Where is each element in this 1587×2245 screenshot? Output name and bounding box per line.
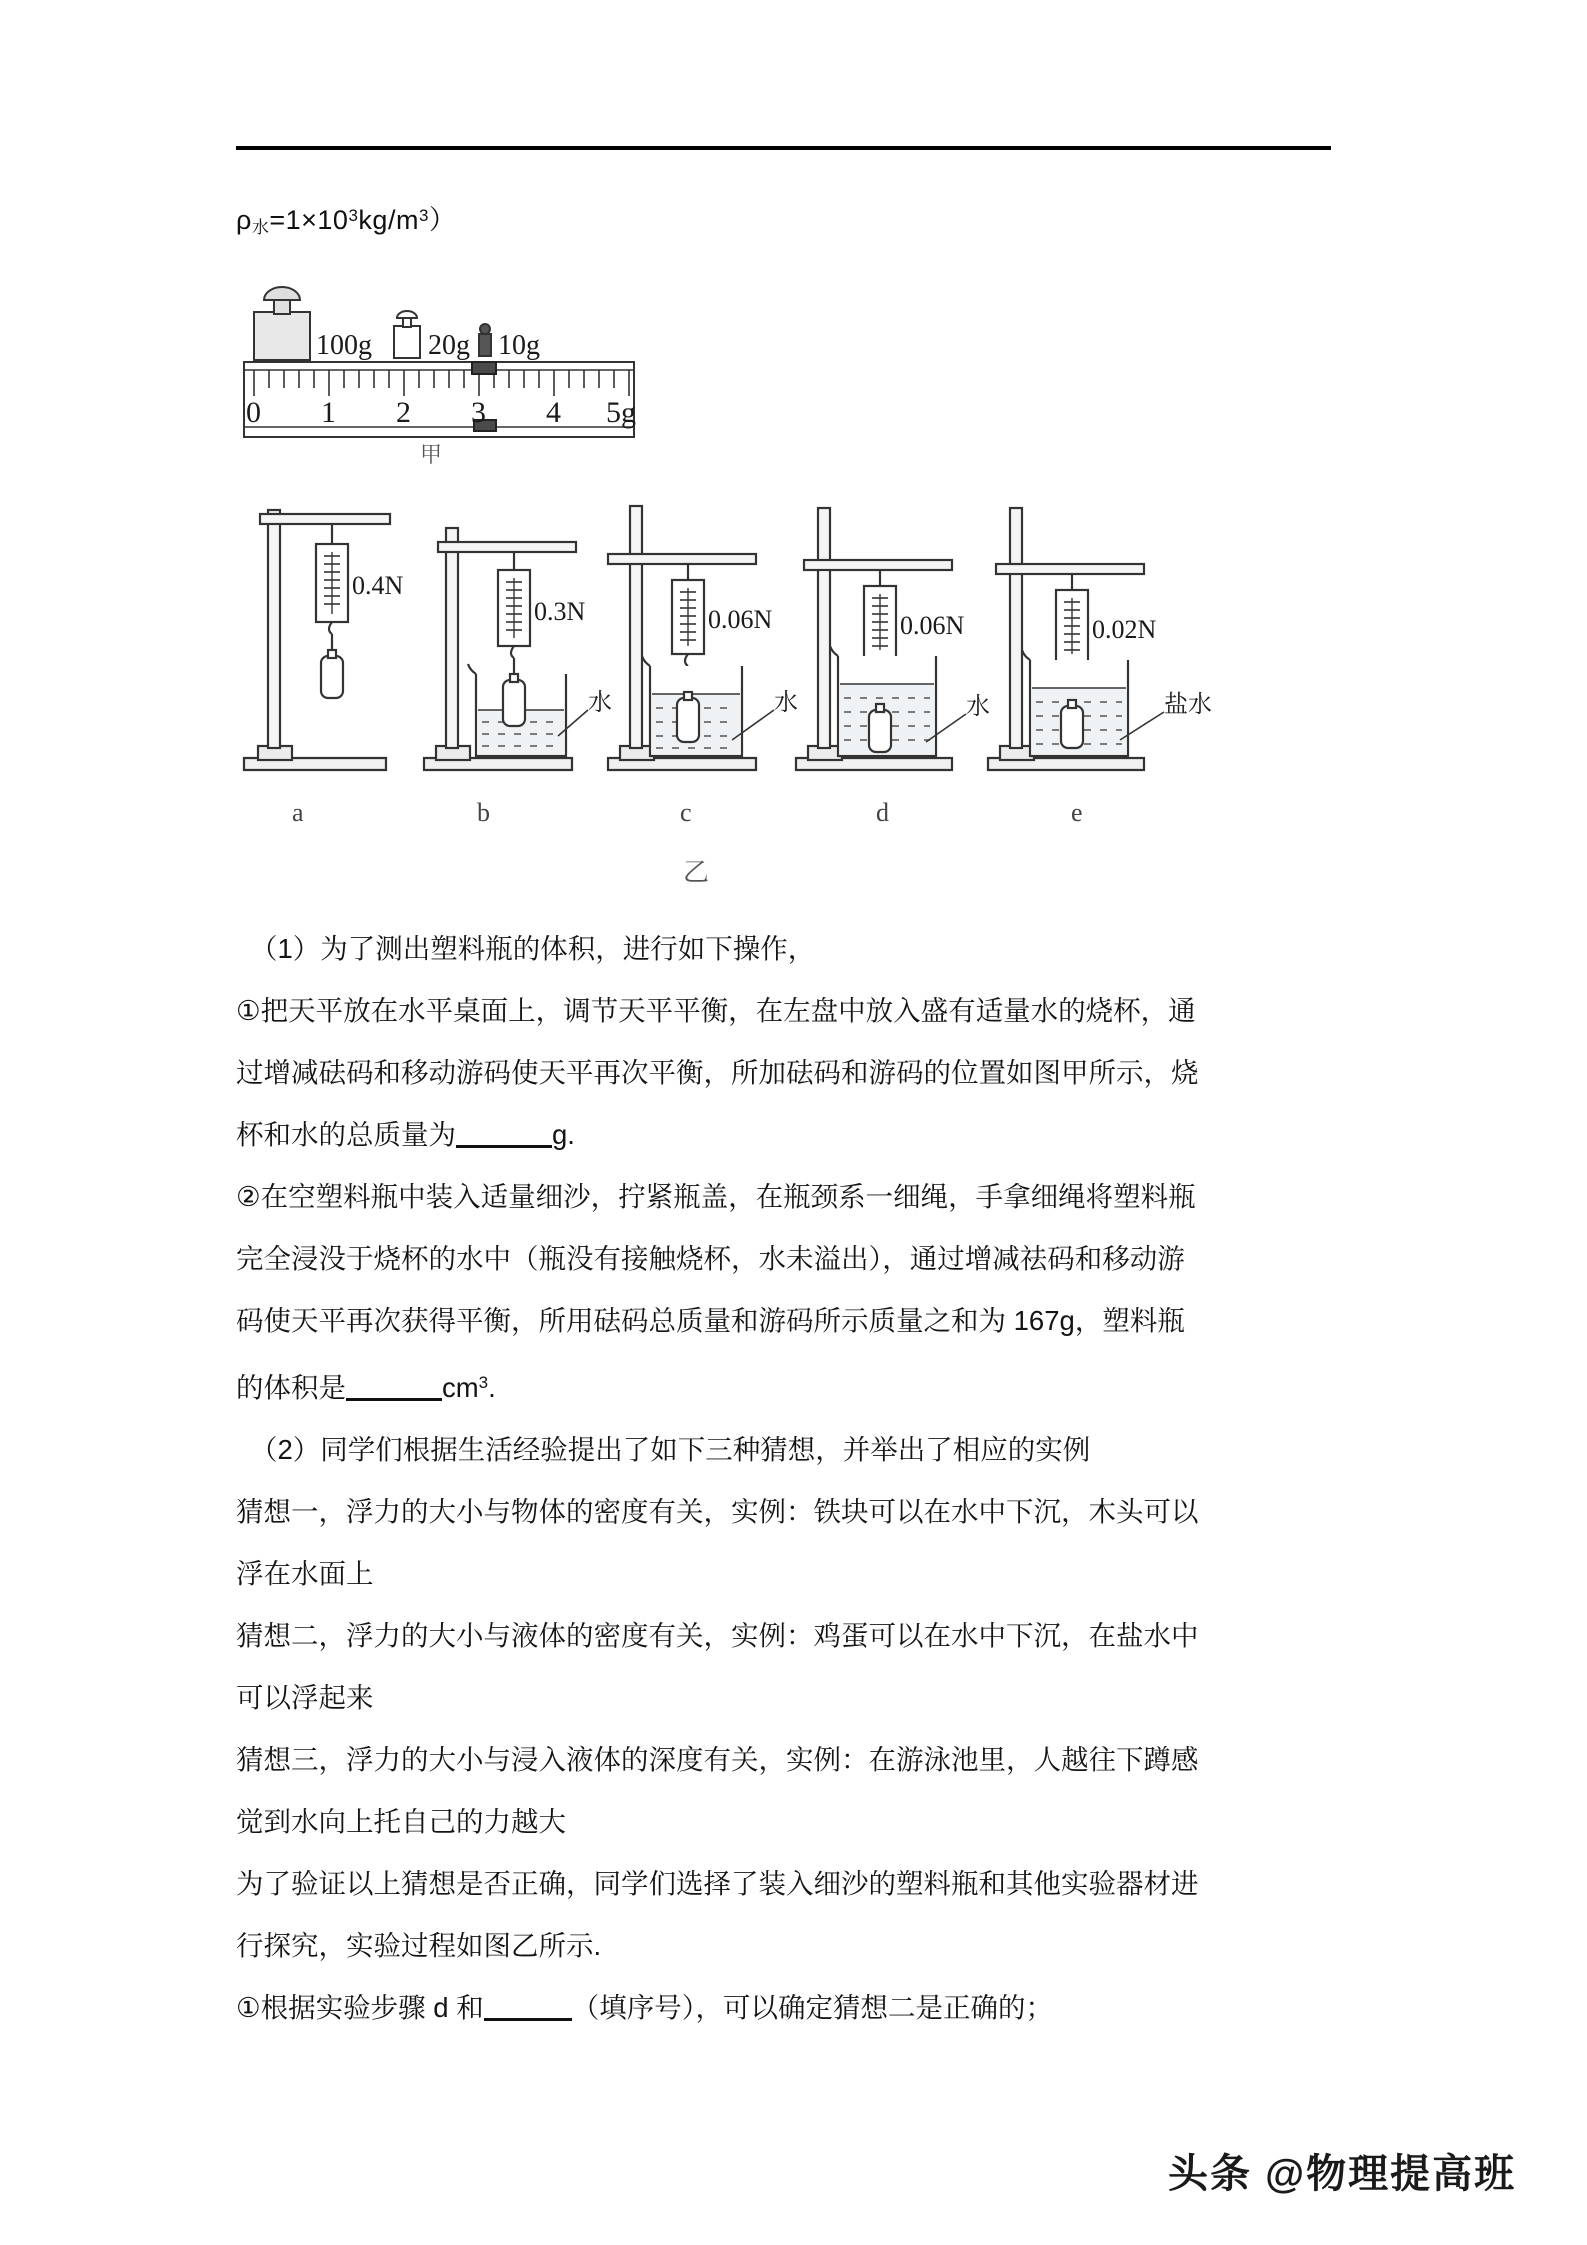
q1-step2-line4-pre: 的体积是 [236,1372,346,1403]
q1-header: （1）为了测出塑料瓶的体积，进行如下操作， [250,933,816,964]
verify-line2: 行探究，实验过程如图乙所示. [236,1930,602,1961]
balance-scale-drawing [236,272,656,472]
guess1-line2: 浮在水面上 [236,1558,374,1589]
guess1-line1: 猜想一，浮力的大小与物体的密度有关，实例：铁块可以在水中下沉，木头可以 [236,1496,1199,1527]
q1-step2-line1: ②在空塑料瓶中装入适量细沙，拧紧瓶盖，在瓶颈系一细绳，手拿细绳将塑料瓶 [236,1181,1196,1212]
weight-10g-icon [479,324,491,356]
tick-label-5g: 5g [606,396,636,429]
liquid-label-d: 水 [966,693,990,720]
figure-label-a: a [292,798,304,827]
guess2-line2: 可以浮起来 [236,1682,374,1713]
setup-b [424,528,588,770]
guess3-line2: 觉到水向上托自己的力越大 [236,1806,566,1837]
weight-20g-icon [394,311,420,358]
setup-a [244,510,390,770]
reading-a: 0.4N [352,571,404,600]
answer-blank-step[interactable] [484,2018,572,2021]
figure-yi-caption: 乙 [683,857,710,887]
figure-yi-label-row [236,798,1336,832]
liquid-label-b: 水 [588,689,612,716]
q2-sub1-line [236,1977,1354,2039]
verify-line1: 为了验证以上猜想是否正确，同学们选择了装入细沙的塑料瓶和其他实验器材进 [236,1868,1199,1899]
q1-step2-line2: 完全浸没于烧杯的水中（瓶没有接触烧杯，水未溢出），通过增减祛码和移动游 [236,1243,1185,1274]
weight-100g-icon [254,287,310,360]
figure-label-e: e [1071,798,1083,827]
tick-label-0: 0 [246,396,261,429]
formula-subscript: 水 [251,218,270,237]
formula-close-paren: ） [428,205,457,235]
question-body [236,918,1354,2039]
experiment-stands-drawing [236,498,1336,798]
q1-step1-line3 [236,1104,1354,1166]
q1-step2-line3: 码使天平再次获得平衡，所用砝码总质量和游码所示质量之和为 167g，塑料瓶 [236,1305,1185,1336]
reading-e: 0.02N [1092,615,1157,644]
answer-blank-volume[interactable] [346,1398,442,1401]
formula-unit: kg/m [358,205,419,235]
q2-sub1-pre: ①根据实验步骤 d 和 [236,1992,484,2023]
tick-label-1: 1 [321,396,336,429]
answer-blank-mass[interactable] [456,1145,552,1148]
setup-c [608,506,774,770]
liquid-label-e: 盐水 [1164,691,1212,718]
guess2-line1: 猜想二，浮力的大小与液体的密度有关，实例：鸡蛋可以在水中下沉，在盐水中 [236,1620,1199,1651]
unit-exponent: 3 [478,1373,489,1392]
q2-sub1-post: （填序号），可以确定猜想二是正确的； [571,1992,1053,2023]
reading-c: 0.06N [708,605,773,634]
tick-label-4: 4 [546,396,561,429]
figure-yi-experiments [236,498,1336,798]
formula-exponent-2: 3 [418,206,429,225]
q2-header: （2）同学们根据生活经验提出了如下三种猜想，并举出了相应的实例 [250,1434,1091,1465]
formula-exponent-1: 3 [348,206,359,225]
header-divider [236,146,1331,150]
tick-label-2: 2 [396,396,411,429]
q1-step1-line3-pre: 杯和水的总质量为 [236,1119,456,1150]
q1-step2-line4-end: . [488,1372,496,1403]
tick-label-3: 3 [471,396,486,429]
reading-b: 0.3N [534,597,586,626]
q1-step1-line2: 过增减砝码和移动游码使天平再次平衡，所加砝码和游码的位置如图甲所示，烧 [236,1057,1199,1088]
liquid-label-c: 水 [774,689,798,716]
figure-label-c: c [680,798,692,827]
reading-d: 0.06N [900,611,965,640]
q1-step1-line3-post: g. [552,1119,575,1150]
q1-step2-line4 [236,1352,1354,1419]
weight-label-100g: 100g [316,330,372,361]
figure-jia-caption: 甲 [420,442,443,467]
q1-step1-line1: ①把天平放在水平桌面上，调节天平平衡，在左盘中放入盛有适量水的烧杯，通 [236,995,1196,1026]
weight-label-10g: 10g [498,330,540,361]
figure-label-d: d [876,798,889,827]
figure-label-b: b [477,798,490,827]
watermark-text: 头条 @物理提高班 [1168,2152,1517,2196]
density-formula [236,198,456,238]
formula-rho: ρ [236,205,252,235]
formula-equals: =1×10 [269,205,349,235]
weight-label-20g: 20g [428,330,470,361]
guess3-line1: 猜想三，浮力的大小与浸入液体的深度有关，实例：在游泳池里，人越往下蹲感 [236,1744,1199,1775]
figure-jia-balance-scale [236,272,656,472]
q1-step2-line4-post: cm [442,1372,479,1403]
